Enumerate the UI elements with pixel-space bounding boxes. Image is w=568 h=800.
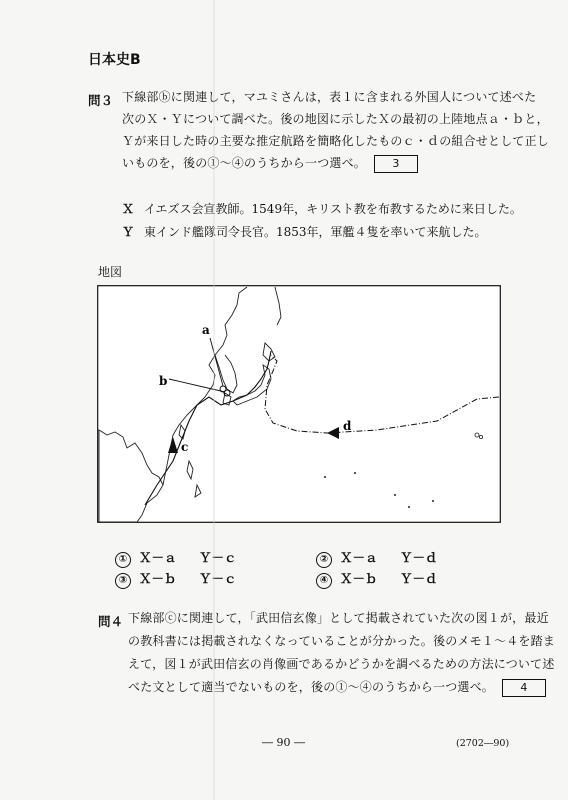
choice-3-x: Ｘ－ｂ [139, 571, 177, 586]
page-number: ― 90 ― [262, 736, 305, 749]
island [394, 494, 396, 496]
q4-answer-box[interactable]: 4 [502, 679, 546, 697]
statement-y-label: Ｙ [122, 225, 135, 239]
choice-3-y: Ｙ－ｃ [199, 571, 237, 586]
q4-text-line-3: えて，図１が武田信玄の肖像画であるかどうかを調べるための方法について述 [128, 657, 555, 671]
q3-answer-box[interactable]: 3 [374, 155, 418, 173]
choice-1[interactable] [115, 548, 237, 568]
choice-2-x: Ｘ－ａ [340, 550, 378, 565]
subject-title: 日本史B [88, 52, 141, 68]
choice-4[interactable] [316, 569, 438, 589]
statement-y [122, 223, 487, 240]
q3-text-line-4-body: いものを，後の①～④のうちから一つ選べ。 [122, 156, 367, 170]
map-caption: 地図 [98, 265, 123, 279]
q4-text-line-4 [128, 676, 546, 698]
choice-2-y: Ｙ－ｄ [400, 550, 438, 565]
choice-4-number: ④ [316, 573, 332, 589]
q3-text-line-4 [122, 152, 418, 174]
choice-1-x: Ｘ－ａ [139, 550, 177, 565]
map [97, 285, 501, 523]
island [432, 500, 434, 502]
choice-4-x: Ｘ－ｂ [340, 571, 378, 586]
q4-text-line-4-body: べた文として適当でないものを，後の①～④のうちから一つ選べ。 [128, 680, 495, 694]
choice-2-number: ② [316, 552, 332, 568]
statement-y-text: 東インド艦隊司令長官。1853年，軍艦４隻を率いて来航した。 [144, 225, 487, 239]
q3-text-line-3: Ｙが来日した時の主要な推定航路を簡略化したものｃ・ｄの組合せとして正し [122, 134, 550, 148]
q3-number: 問３ [88, 93, 114, 108]
label-d: d [343, 419, 352, 433]
q3-text-line-2: 次のＸ・Ｙについて調べた。後の地図に示したＸの最初の上陸地点ａ・ｂと， [122, 112, 549, 126]
label-b: b [159, 374, 168, 388]
q4-text-line-2: の教科書には掲載されなくなっていることが分かった。後のメモ１～４を踏ま [128, 634, 556, 648]
choice-3-number: ③ [115, 573, 131, 589]
island [354, 472, 356, 474]
statement-x-label: Ｘ [122, 202, 135, 216]
q3-text-line-1: 下線部ⓑに関連して，マユミさんは，表１に含まれる外国人について述べた [122, 90, 537, 104]
statement-x [122, 200, 522, 217]
choice-1-y: Ｙ－ｃ [199, 550, 237, 565]
label-c: c [181, 440, 189, 454]
q4-text-line-1: 下線部ⓒに関連して，「武田信玄像」として掲載されていた次の図１が，最近 [128, 611, 549, 625]
island [324, 476, 326, 478]
choice-2[interactable] [316, 548, 438, 568]
q4-number: 問４ [98, 614, 124, 629]
page-code: (2702―90) [456, 738, 510, 749]
statement-x-text: イエズス会宣教師。1549年，キリスト教を布教するために来日した。 [144, 202, 522, 216]
choice-3[interactable] [115, 569, 237, 589]
choice-1-number: ① [115, 552, 131, 568]
choice-4-y: Ｙ－ｄ [400, 571, 438, 586]
island [408, 506, 410, 508]
label-a: a [202, 323, 210, 337]
map-frame [98, 286, 501, 523]
